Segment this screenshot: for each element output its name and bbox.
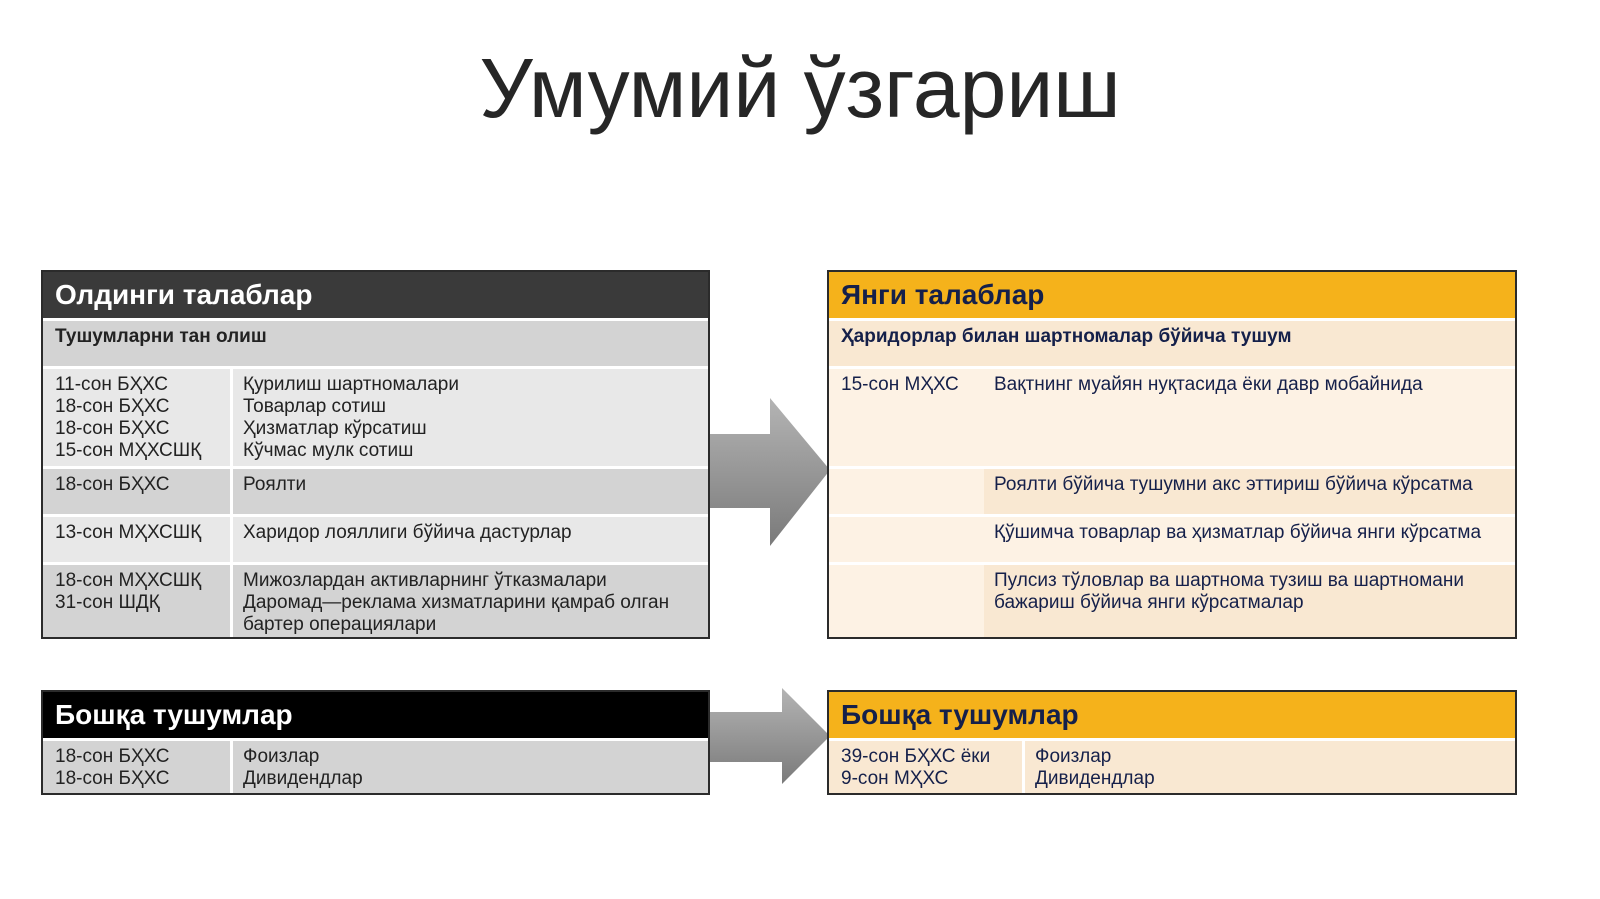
table-row	[829, 738, 1515, 793]
description-cell: Харидор лояллиги бўйича дастурлар	[230, 517, 708, 562]
description-cell: Фоизлар Дивидендлар	[230, 741, 708, 793]
old-requirements-header: Олдинги талаблар	[43, 272, 708, 318]
standard-cell: 15-сон МҲХС	[841, 374, 959, 395]
arrow-right-icon	[708, 688, 833, 786]
other-revenues-old-panel	[41, 690, 710, 795]
table-row	[43, 738, 708, 793]
description-cell: Қўшимча товарлар ва ҳизматлар бўйича янги кўрсатма	[994, 522, 1482, 543]
arrow-right-icon	[708, 398, 833, 548]
description-cell: Роялти бўйича тушумни акс эттириш бўйича кўрсатма	[984, 469, 1515, 514]
new-requirements-panel	[827, 270, 1517, 639]
other-revenues-new-panel	[827, 690, 1517, 795]
description-cell: Пулсиз тўловлар ва шартнома тузиш ва шартномани бажариш бўйича янги кўрсатмалар	[984, 565, 1515, 637]
old-requirements-panel	[41, 270, 710, 639]
description-cell: Қурилиш шартномалари Товарлар сотиш Ҳизматлар кўрсатиш Кўчмас мулк сотиш	[230, 369, 708, 466]
page-title: Умумий ўзгариш	[479, 41, 1121, 135]
other-revenues-old-header: Бошқа тушумлар	[43, 692, 708, 738]
table-row	[829, 466, 1515, 514]
description-cell: Мижозлардан активларнинг ўтказмалари Даромад—реклама хизматларини қамраб олган бартер операциялари	[230, 565, 708, 637]
standard-cell: 11-сон БҲХС 18-сон БҲХС 18-сон БҲХС 15-сон МҲХСШҚ	[55, 374, 202, 461]
old-requirements-subheader: Тушумларни тан олиш	[43, 318, 708, 366]
table-row	[829, 514, 1515, 562]
standard-cell	[829, 565, 984, 637]
description-cell: Роялти	[230, 469, 708, 514]
other-revenues-new-header: Бошқа тушумлар	[829, 692, 1515, 738]
table-row	[829, 366, 1515, 466]
standard-cell: 39-сон БҲХС ёки 9-сон МҲХС	[841, 746, 991, 789]
standard-cell: 13-сон МҲХСШҚ	[55, 522, 202, 543]
description-cell: Фоизлар Дивидендлар	[1022, 741, 1515, 793]
standard-cell: 18-сон МҲХСШҚ 31-сон ШДҚ	[55, 570, 202, 613]
table-row	[43, 466, 708, 514]
standard-cell: 18-сон БҲХС	[55, 474, 170, 495]
new-requirements-subheader: Ҳаридорлар билан шартномалар бўйича тушум	[829, 318, 1515, 366]
standard-cell	[829, 469, 984, 514]
table-row	[43, 514, 708, 562]
table-row	[43, 562, 708, 637]
standard-cell	[829, 517, 984, 562]
description-cell: Вақтнинг муайян нуқтасида ёки давр мобайнида	[994, 374, 1423, 395]
table-row	[43, 366, 708, 466]
new-requirements-header: Янги талаблар	[829, 272, 1515, 318]
standard-cell: 18-сон БҲХС 18-сон БҲХС	[55, 746, 170, 789]
table-row	[829, 562, 1515, 637]
